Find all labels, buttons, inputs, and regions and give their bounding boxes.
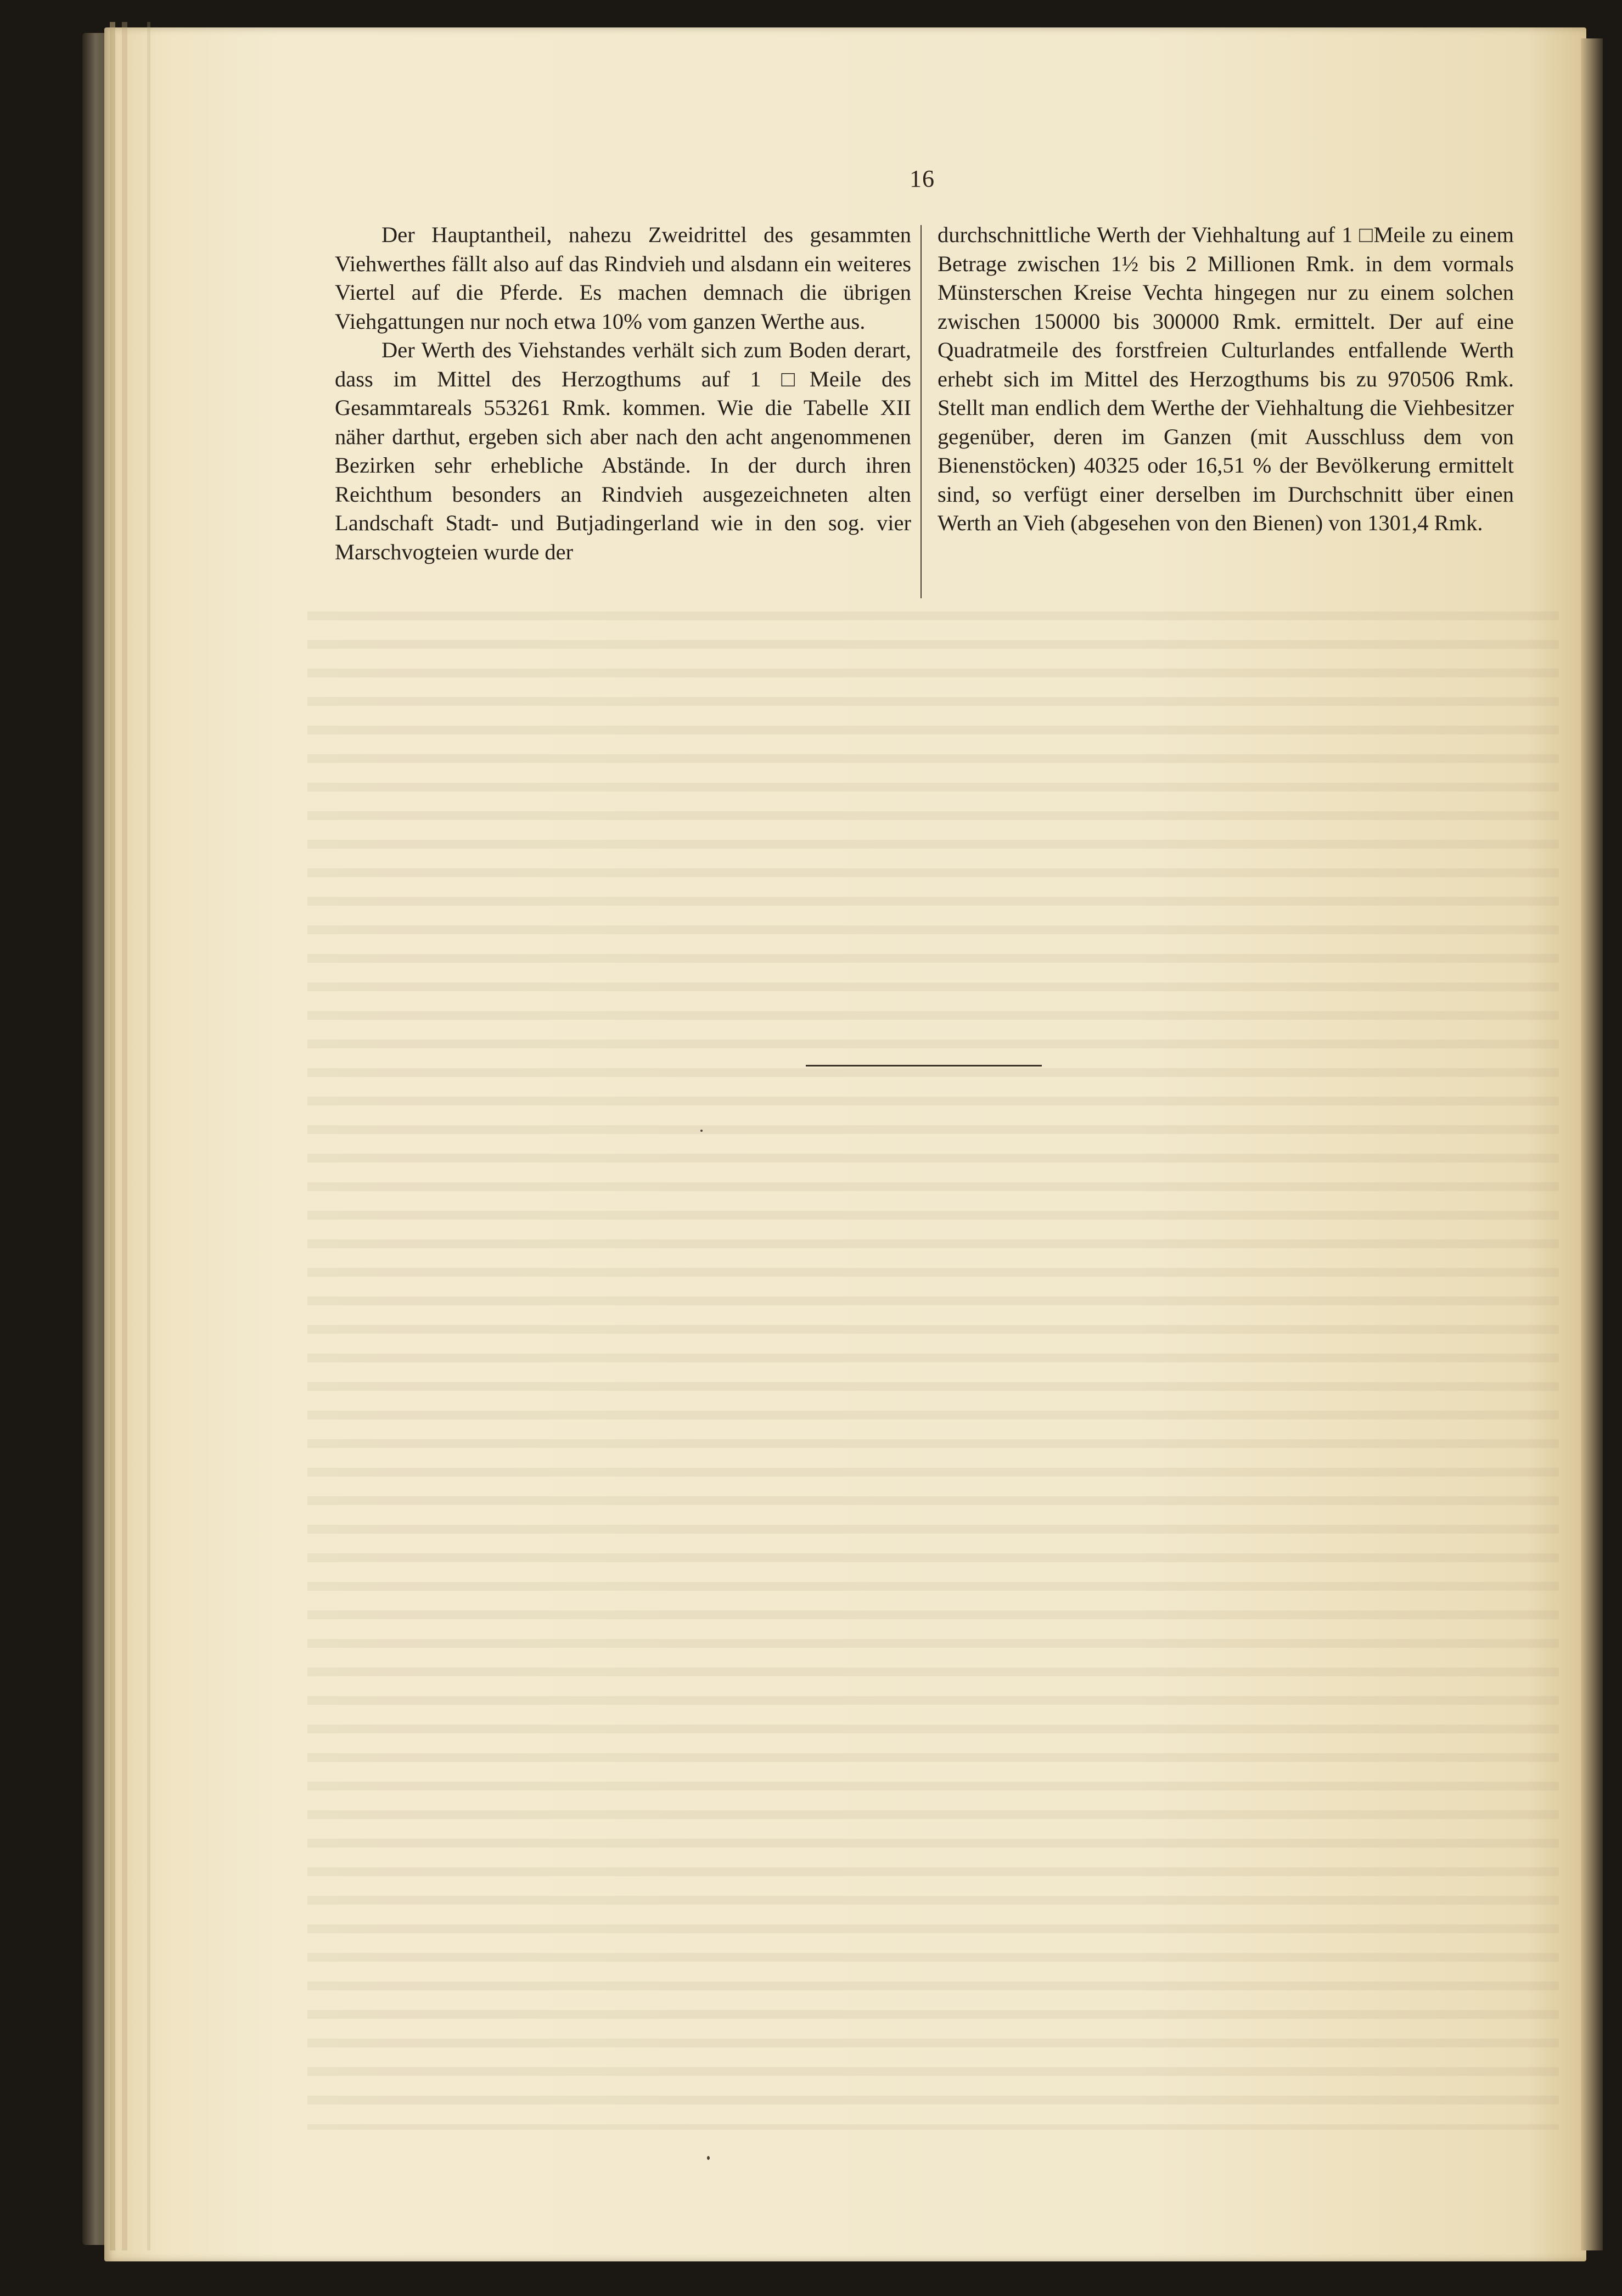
column-rule [921,225,922,598]
page-number: 16 [910,165,935,192]
show-through-text [307,593,1559,2130]
page-edge-left-inner [122,22,127,2250]
left-text-column [335,221,911,566]
paragraph: durchschnittliche Werth der Viehhaltung auf 1 □Meile zu einem Betrage zwischen 1½ bis 2 Millionen Rmk. in dem vormals Münsterschen Kreise Vechta hingegen nur zu einem solchen zwischen 150000 bis 300000 Rmk. ermittelt. Der auf eine Quadratmeile des forstfreien Culturlandes entfallende Werth erhebt sich im Mittel des Herzogthums bis zu 970506 Rmk. Stellt man endlich dem Werthe der Viehhaltung die Viehbesitzer gegenüber, deren im Ganzen (mit Ausschluss dem von Bienenstöcken) 40325 oder 16,51 % der Bevölkerung ermittelt sind, so verfügt einer derselben im Durchschnitt über einen Werth an Vieh (abgesehen von den Bienen) von 1301,4 Rmk. [938,222,1514,535]
paragraph: Der Werth des Viehstandes verhält sich zum Boden derart, dass im Mittel des Herzogthums auf 1 □Meile des Gesammtareals 553261 Rmk. kommen. Wie die Tabelle XII näher darthut, ergeben sich aber nach den acht angenommenen Bezirken sehr erhebliche Abstände. In der durch ihren Reichthum besonders an Rindvieh ausgezeichneten alten Landschaft Stadt- und Butjadingerland wie in den sog. vier Marschvogteien wurde der [335,338,911,564]
page-edge-fold [147,22,150,2250]
page-edge-left [110,22,115,2250]
section-divider [806,1065,1042,1066]
paragraph: Der Hauptantheil, nahezu Zweidrittel des gesammten Viehwerthes fällt also auf das Rindvieh und alsdann ein weiteres Viertel auf die Pferde. Es machen demnach die übrigen Viehgattungen nur noch etwa 10% vom ganzen Werthe aus. [335,222,911,334]
right-text-column [938,221,1514,538]
ink-speck [707,2156,710,2160]
ink-speck [700,1130,703,1132]
page-edge-right [1581,38,1603,2250]
